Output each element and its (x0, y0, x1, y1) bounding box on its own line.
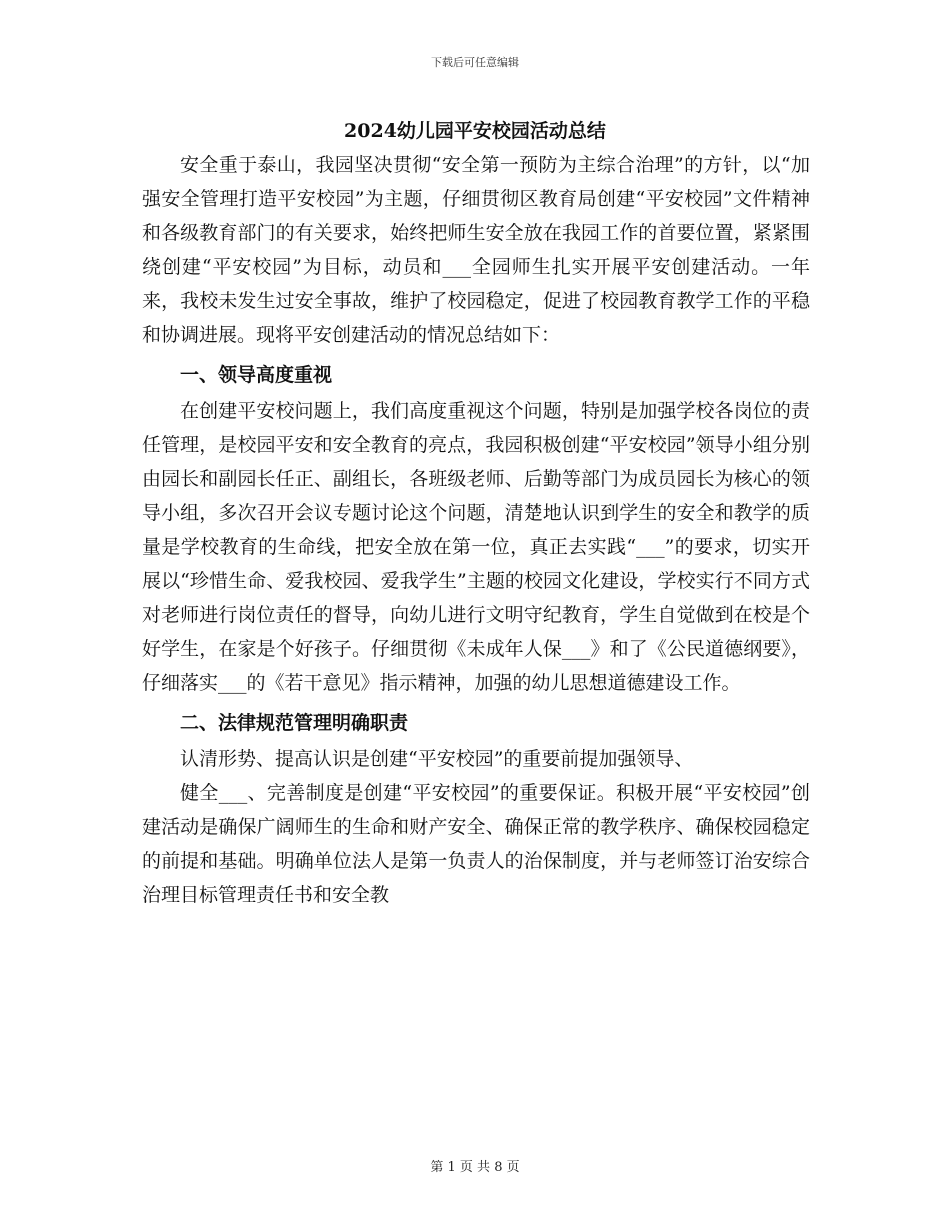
page-footer: 第 1 页 共 8 页 (430, 1160, 520, 1175)
section-2-paragraph-1: 认清形势、提高认识是创建“平安校园”的重要前提加强领导、 (180, 748, 694, 770)
section-1-paragraph: 在创建平安校问题上，我们高度重视这个问题，特别是加强学校各岗位的责任管理，是校园平安和安全教育的亮点，我园积极创建“平安校园”领导小组分别由园长和副园长任正、副组长，各班级老师、后勤等部门为成员园长为核心的领导小组，多次召开会议专题讨论这个问题，清楚地认识到学生的安全和教学的质量是学校教育的生命线，把安全放在第一位，真正去实践“___”的要求，切实开展以“珍惜生命、爱我校园、爱我学生”主题的校园文化建设，学校实行不同方式对老师进行岗位责任的督导，向幼儿进行文明守纪教育，学生自觉做到在校是个好学生，在家是个好孩子。仔细贯彻《未成年人保___》和了《公民道德纲要》，仔细落实___的《若干意见》指示精神，加强的幼儿思想道德建设工作。 (142, 400, 810, 694)
intro-paragraph: 安全重于泰山，我园坚决贯彻“安全第一预防为主综合治理”的方针，以“加强安全管理打造平安校园”为主题，仔细贯彻区教育局创建“平安校园”文件精神和各级教育部门的有关要求，始终把师生安全放在我园工作的首要位置，紧紧围绕创建“平安校园”为目标，动员和___全园师生扎实开展平安创建活动。一年来，我校未发生过安全事故，维护了校园稳定，促进了校园教育教学工作的平稳和协调进展。现将平安创建活动的情况总结如下： (142, 154, 810, 346)
section-2-paragraph-2: 健全___、完善制度是创建“平安校园”的重要保证。积极开展“平安校园”创建活动是确保广阔师生的生命和财产安全、确保正常的教学秩序、确保校园稳定的前提和基础。明确单位法人是第一负责人的治保制度，并与老师签订治安综合治理目标管理责任书和安全教 (142, 782, 810, 906)
section-2-heading: 二、法律规范管理明确职责 (180, 712, 409, 734)
header-note: 下载后可任意编辑 (431, 56, 519, 69)
document-body (142, 148, 810, 912)
document-title: 2024幼儿园平安校园活动总结 (344, 120, 606, 142)
section-1-heading: 一、领导高度重视 (180, 364, 333, 386)
